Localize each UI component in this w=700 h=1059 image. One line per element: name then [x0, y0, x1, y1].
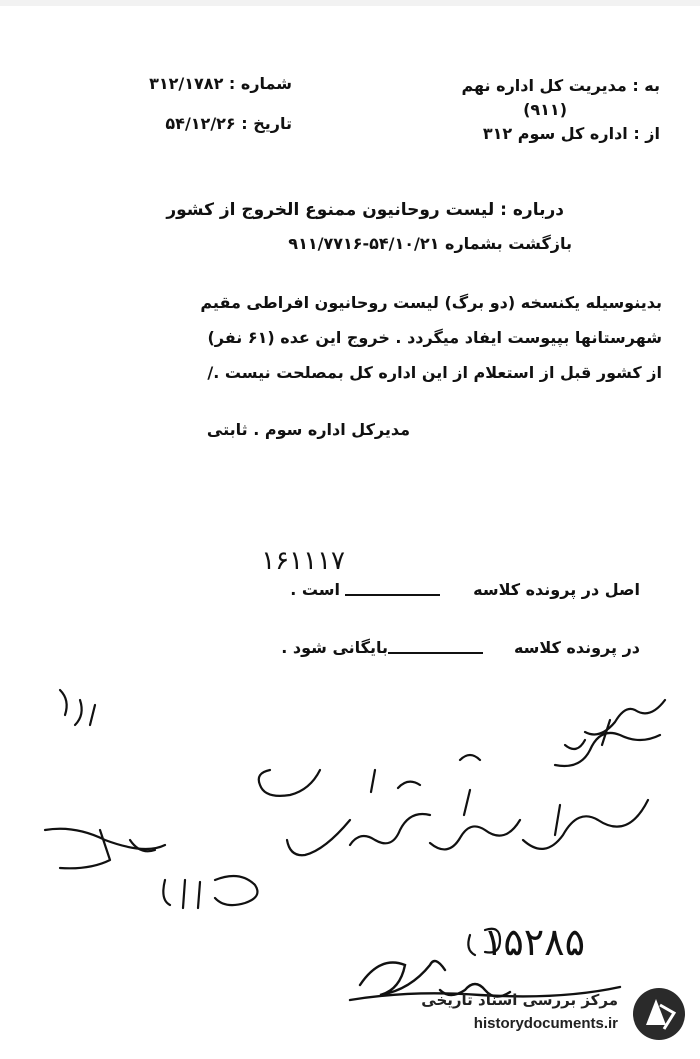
reference-line: بازگشت بشماره ۵۴/۱۰/۲۱-۹۱۱/۷۷۱۶ [288, 234, 572, 253]
body-line-2: شهرستانها بپیوست ایفاد میگردد . خروج این عده (۶۱ نفر) [207, 328, 662, 347]
recipient-line: به : مدیریت کل اداره نهم [461, 76, 660, 95]
archive-watermark [408, 985, 688, 1045]
archive-file-label: در پرونده کلاسه [513, 638, 640, 657]
letter-number: شماره : ۳۱۲/۱۷۸۲ [149, 74, 292, 93]
original-file-number: ۱۶۱۱۱۷ [261, 546, 345, 576]
letter-date: تاریخ : ۵۴/۱۲/۲۶ [165, 114, 292, 133]
recipient-code: (۹۱۱) [523, 100, 567, 119]
original-file-suffix: است . [290, 580, 340, 599]
body-line-1: بدینوسیله یکنسخه (دو برگ) لیست روحانیون افراطی مقیم [200, 293, 662, 312]
watermark-url: historydocuments.ir [473, 1015, 618, 1032]
original-file-label: اصل در پرونده کلاسه [473, 580, 640, 599]
archive-logo-icon [630, 985, 688, 1043]
archive-file-suffix: بایگانی شود . [281, 638, 388, 657]
subject-line: درباره : لیست روحانیون ممنوع الخروج از کشور [166, 200, 564, 220]
registry-number: ۱۵۲۸۵ [482, 920, 585, 964]
sender-line: از : اداره کل سوم ۳۱۲ [482, 124, 660, 143]
watermark-title: مرکز بررسی اسناد تاریخی [421, 991, 618, 1009]
signature-block: مدیرکل اداره سوم . ثابتی [206, 420, 410, 439]
body-line-3: از کشور قبل از استعلام از این اداره کل بمصلحت نیست ./ [207, 363, 662, 382]
